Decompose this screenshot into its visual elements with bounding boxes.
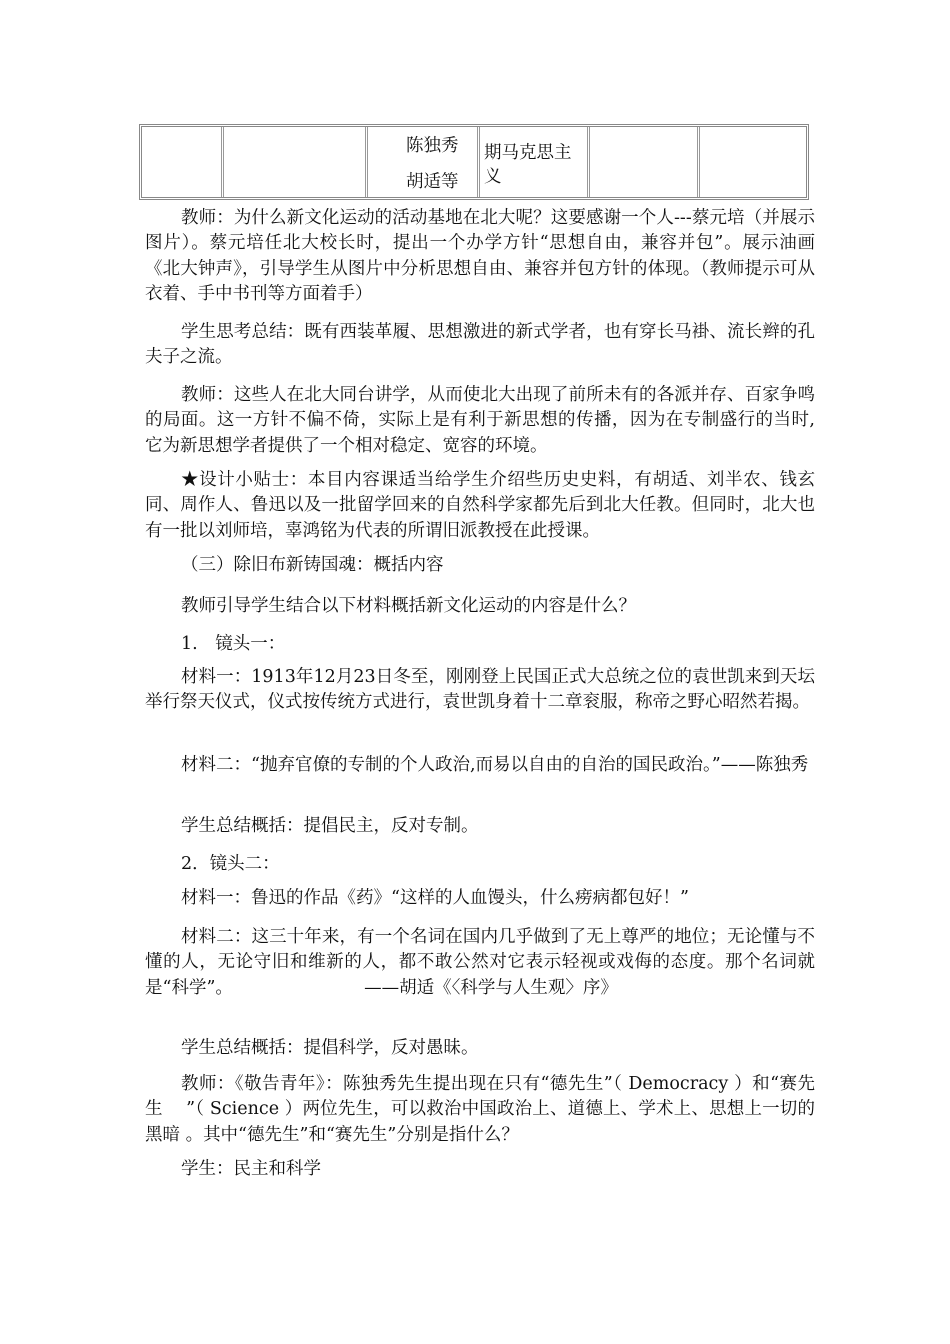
- paragraph: 教师：为什么新文化运动的活动基地在北大呢？这要感谢一个人---蔡元培（并展示图片）。蔡元培任北大校长时，提出一个办学方针“思想自由，兼容并包”。展示油画《北大钟声》，引导学生从图片中分析思想自由、兼容并包方针的体现。（教师提示可从衣着、手中书刊等方面着手）: [145, 208, 815, 304]
- table-cell: [142, 127, 224, 197]
- paragraph: 学生总结概括：提倡科学，反对愚昧。: [181, 1038, 479, 1058]
- table-cell-text: 胡适等: [406, 172, 459, 192]
- table-cell: [368, 127, 480, 197]
- paragraph: 材料二：这三十年来，有一个名词在国内几乎做到了无上尊严的地位；无论懂与不懂的人，无论守旧和维新的人，都不敢公然对它表示轻视或戏侮的态度。那个名词就是“科学”。 ——胡适《〈科学与人生观〉序》: [145, 927, 815, 998]
- list-item: 1. 镜头一：: [181, 634, 286, 654]
- table-fragment: [139, 124, 809, 200]
- paragraph: 教师：这些人在北大同台讲学，从而使北大出现了前所未有的各派并存、百家争鸣的局面。这一方针不偏不倚，实际上是有利于新思想的传播，因为在专制盛行的当时,它为新思想学者提供了一个相对稳定、宽容的环境。: [145, 385, 815, 456]
- table-cell: [480, 127, 590, 197]
- paragraph: 学生思考总结：既有西装革履、思想激进的新式学者，也有穿长马褂、流长辫的孔夫子之流。: [145, 322, 815, 368]
- paragraph: 材料一：鲁迅的作品《药》“这样的人血馒头，什么痨病都包好！”: [181, 888, 689, 908]
- table-cell-text: 陈独秀: [406, 136, 459, 156]
- paragraph: 学生：民主和科学: [181, 1159, 321, 1179]
- list-item: 2．镜头二：: [181, 854, 280, 874]
- paragraph: 材料二：“抛弃官僚的专制的个人政治,而易以自由的自治的国民政治。”——陈独秀: [181, 755, 809, 775]
- design-tip-paragraph: ★设计小贴士：本目内容课适当给学生介绍些历史史料，有胡适、刘半农、钱玄同、周作人、鲁迅以及一批留学回来的自然科学家都先后到北大任教。但同时，北大也有一批以刘师培，辜鸿铭为代表的所谓旧派教授在此授课。: [145, 470, 815, 541]
- paragraph: 材料一：1913年12月23日冬至，刚刚登上民国正式大总统之位的袁世凯来到天坛举行祭天仪式，仪式按传统方式进行，袁世凯身着十二章衮服，称帝之野心昭然若揭。: [145, 667, 815, 713]
- table-cell-text: 期马克思主义: [484, 143, 572, 187]
- paragraph: 教师：《敬告青年》：陈独秀先生提出现在只有“德先生”（ Democracy ）和“赛先生 ”（ Science ）两位先生，可以救治中国政治上、道德上、学术上、思想上一切的黑暗 。其中“德先生”和“赛先生”分别是指什么？: [145, 1074, 815, 1145]
- table-cell: [700, 127, 806, 197]
- table-cell: [590, 127, 700, 197]
- paragraph: 教师引导学生结合以下材料概括新文化运动的内容是什么？: [181, 596, 636, 616]
- paragraph: 学生总结概括：提倡民主，反对专制。: [181, 816, 479, 836]
- table-cell: [224, 127, 368, 197]
- section-heading: （三）除旧布新铸国魂：概括内容: [181, 555, 444, 575]
